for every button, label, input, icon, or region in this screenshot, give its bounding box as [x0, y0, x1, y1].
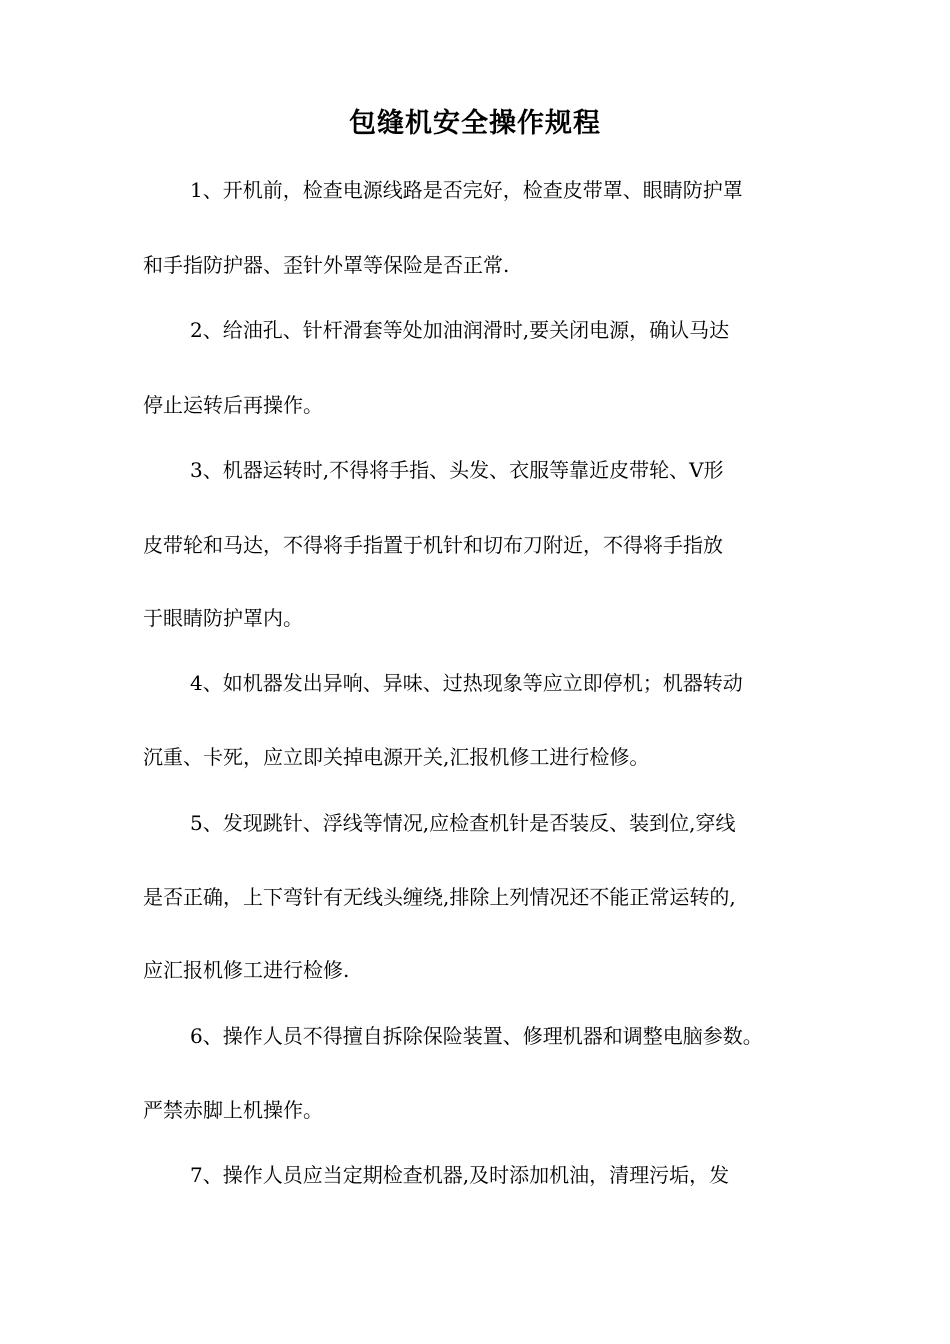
rule-6-line-2: 严禁赤脚上机操作。 [143, 1098, 323, 1122]
rule-5-line-2: 是否正确，上下弯针有无线头缠绕,排除上列情况还不能正常运转的, [143, 885, 736, 909]
rule-3-line-3: 于眼睛防护罩内。 [143, 606, 303, 630]
rule-7-line-1: 7、操作人员应当定期检查机器,及时添加机油，清理污垢，发 [190, 1163, 730, 1187]
rule-2-line-1: 2、给油孔、针杆滑套等处加油润滑时,要关闭电源，确认马达 [190, 318, 730, 342]
rule-1-line-1: 1、开机前，检查电源线路是否完好，检查皮带罩、眼睛防护罩 [190, 178, 743, 202]
rule-1-line-2: 和手指防护器、歪针外罩等保险是否正常. [143, 253, 510, 277]
rule-4-line-2: 沉重、卡死，应立即关掉电源开关,汇报机修工进行检修。 [143, 745, 650, 769]
document-title: 包缝机安全操作规程 [349, 108, 601, 139]
rule-2-line-2: 停止运转后再操作。 [143, 393, 323, 417]
rule-4-line-1: 4、如机器发出异响、异味、过热现象等应立即停机；机器转动 [190, 671, 743, 695]
rule-5-line-3: 应汇报机修工进行检修. [143, 958, 350, 982]
rule-5-line-1: 5、发现跳针、浮线等情况,应检查机针是否装反、装到位,穿线 [190, 811, 736, 835]
rule-3-line-1: 3、机器运转时,不得将手指、头发、衣服等靠近皮带轮、V形 [190, 458, 724, 482]
rule-6-line-1: 6、操作人员不得擅自拆除保险装置、修理机器和调整电脑参数。 [190, 1024, 763, 1048]
rule-3-line-2: 皮带轮和马达，不得将手指置于机针和切布刀附近，不得将手指放 [143, 533, 723, 557]
